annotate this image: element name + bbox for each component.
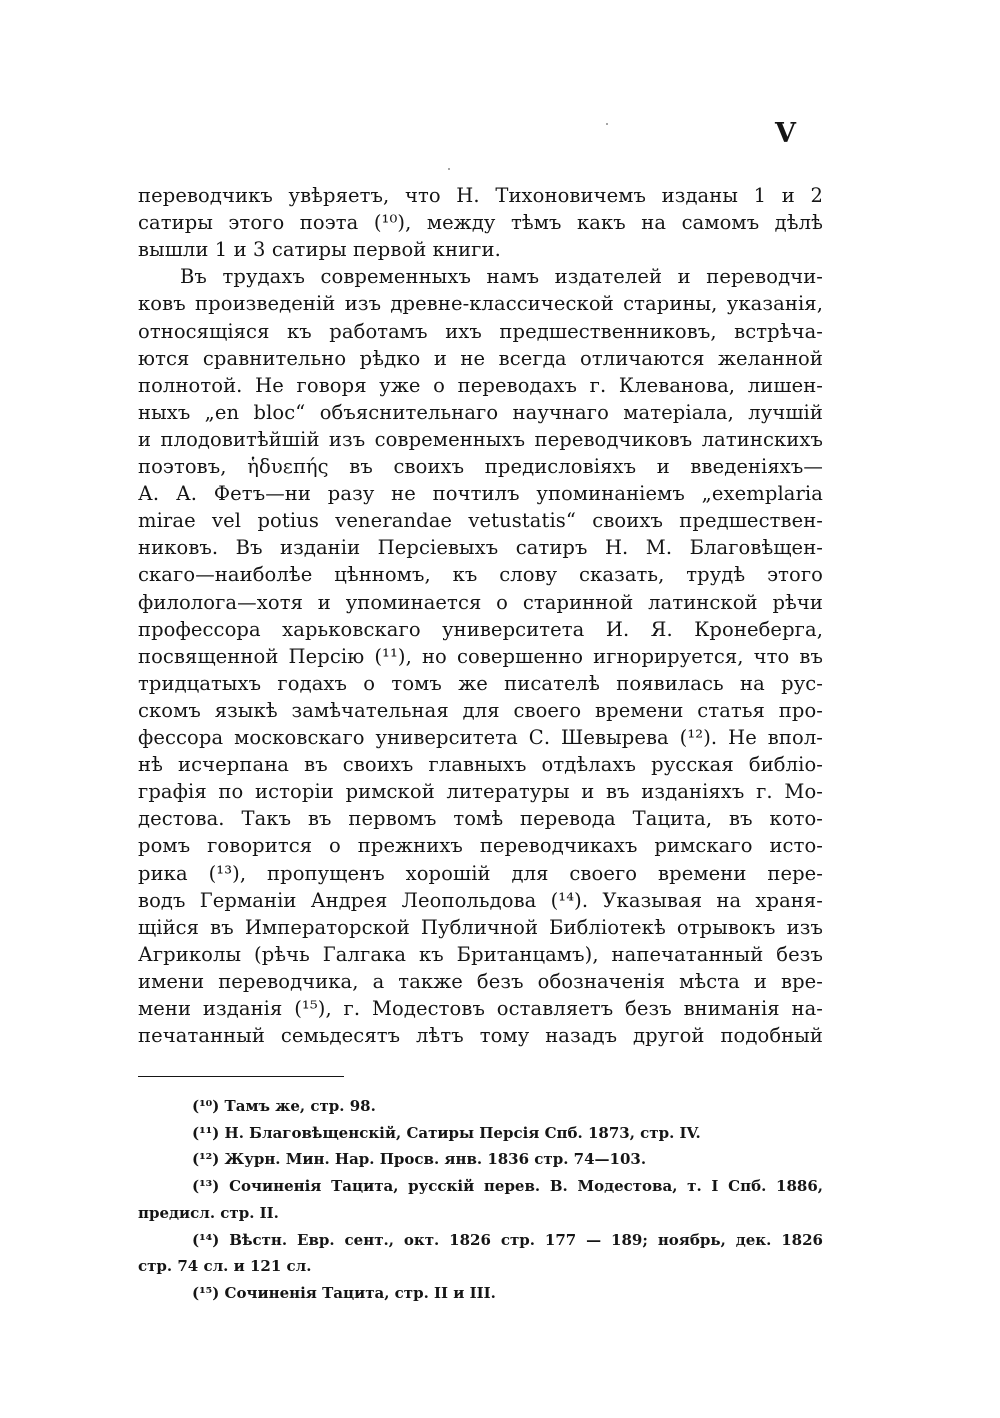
text-line: скаго—наиболѣе цѣнномъ, къ слову сказать, трудѣ этого bbox=[138, 563, 823, 587]
text-line: мени изданія (¹⁵), г. Модестовъ оставляетъ безъ вниманія на- bbox=[138, 997, 823, 1020]
page-number: V bbox=[775, 118, 796, 149]
text-line: ются сравнительно рѣдко и не всегда отличаются желанной bbox=[138, 346, 823, 370]
text-line: сатиры этого поэта (¹⁰), между тѣмъ какъ на самомъ дѣлѣ bbox=[138, 211, 823, 235]
text-line: никовъ. Въ изданіи Персіевыхъ сатиръ Н. М. Благовѣщен- bbox=[138, 536, 823, 560]
text-line: поэтовъ, ἡδυεπής въ своихъ предисловіяхъ и введеніяхъ— bbox=[138, 455, 823, 478]
text-line: печатанный семьдесятъ лѣтъ тому назадъ другой подобный bbox=[138, 1024, 823, 1048]
footnote-line: (¹¹) Н. Благовѣщенскій, Сатиры Персія Спб. 1873, стр. IV. bbox=[192, 1123, 701, 1142]
text-line: тридцатыхъ годахъ о томъ же писателѣ появилась на рус- bbox=[138, 671, 823, 695]
text-line: водъ Германіи Андрея Леопольдова (¹⁴). Указывая на храня- bbox=[138, 888, 823, 912]
text-line: переводчикъ увѣряетъ, что Н. Тихоновичемъ изданы 1 и 2 bbox=[138, 184, 823, 207]
footnote-line: стр. 74 сл. и 121 сл. bbox=[138, 1257, 312, 1276]
text-line: вышли 1 и 3 сатиры первой книги. bbox=[138, 238, 501, 262]
text-line: нѣ исчерпана въ своихъ главныхъ отдѣлахъ русская библіо- bbox=[138, 753, 823, 777]
text-line: mirae vel potius venerandae vetustatis“ своихъ предшествен- bbox=[138, 509, 823, 533]
text-line: и плодовитѣйшій изъ современныхъ переводчиковъ латинскихъ bbox=[138, 427, 823, 451]
text-line: графія по исторіи римской литературы и въ изданіяхъ г. Мо- bbox=[138, 780, 823, 804]
text-line: ныхъ „en bloc“ объяснительнаго научнаго матеріала, лучшій bbox=[138, 400, 823, 424]
speck bbox=[606, 123, 608, 125]
footnote-line: (¹²) Журн. Мин. Нар. Просв. янв. 1836 стр. 74—103. bbox=[192, 1150, 647, 1169]
text-line: имени переводчика, а также безъ обозначенія мѣста и вре- bbox=[138, 969, 823, 993]
text-line: рика (¹³), пропущенъ хорошій для своего времени пере- bbox=[138, 861, 823, 885]
text-line: филолога—хотя и упоминается о старинной латинской рѣчи bbox=[138, 590, 823, 614]
text-line: А. А. Фетъ—ни разу не почтилъ упоминаніемъ „exemplaria bbox=[138, 482, 823, 506]
text-line: посвященной Персію (¹¹), но совершенно игнорируется, что въ bbox=[138, 644, 823, 668]
text-line: дестова. Такъ въ первомъ томѣ перевода Тацита, въ кото- bbox=[138, 807, 823, 831]
speck bbox=[448, 168, 450, 170]
text-line: скомъ языкѣ замѣчательная для своего времени статья про- bbox=[138, 698, 823, 722]
text-line: фессора московскаго университета С. Шевырева (¹²). Не впол- bbox=[138, 726, 823, 749]
footnote-separator bbox=[138, 1076, 344, 1077]
footnote-line: (¹⁴) Вѣстн. Евр. сент., окт. 1826 стр. 177 — 189; ноябрь, дек. 1826 bbox=[192, 1230, 823, 1249]
text-line: ромъ говорится о прежнихъ переводчикахъ римскаго исто- bbox=[138, 834, 823, 858]
text-line: Агриколы (рѣчь Галгака къ Британцамъ), напечатанный безъ bbox=[138, 942, 823, 966]
text-line: щійся въ Императорской Публичной Библіотекѣ отрывокъ изъ bbox=[138, 915, 823, 939]
footnote-line: (¹³) Сочиненія Тацита, русскій перев. В. Модестова, т. I Спб. 1886, bbox=[192, 1177, 823, 1196]
text-line: полнотой. Не говоря уже о переводахъ г. Клеванова, лишен- bbox=[138, 373, 823, 397]
footnote-line: (¹⁰) Тамъ же, стр. 98. bbox=[192, 1097, 376, 1115]
text-line: относящіяся къ работамъ ихъ предшественниковъ, встрѣча- bbox=[138, 319, 823, 343]
text-line: ковъ произведеній изъ древне-классической старины, указанія, bbox=[138, 292, 823, 316]
text-line: профессора харьковскаго университета И. Я. Кронеберга, bbox=[138, 617, 823, 641]
footnote-line: предисл. стр. II. bbox=[138, 1203, 279, 1222]
text-line: Въ трудахъ современныхъ намъ издателей и переводчи- bbox=[180, 265, 823, 289]
footnote-line: (¹⁵) Сочиненія Тацита, стр. II и III. bbox=[192, 1283, 496, 1302]
